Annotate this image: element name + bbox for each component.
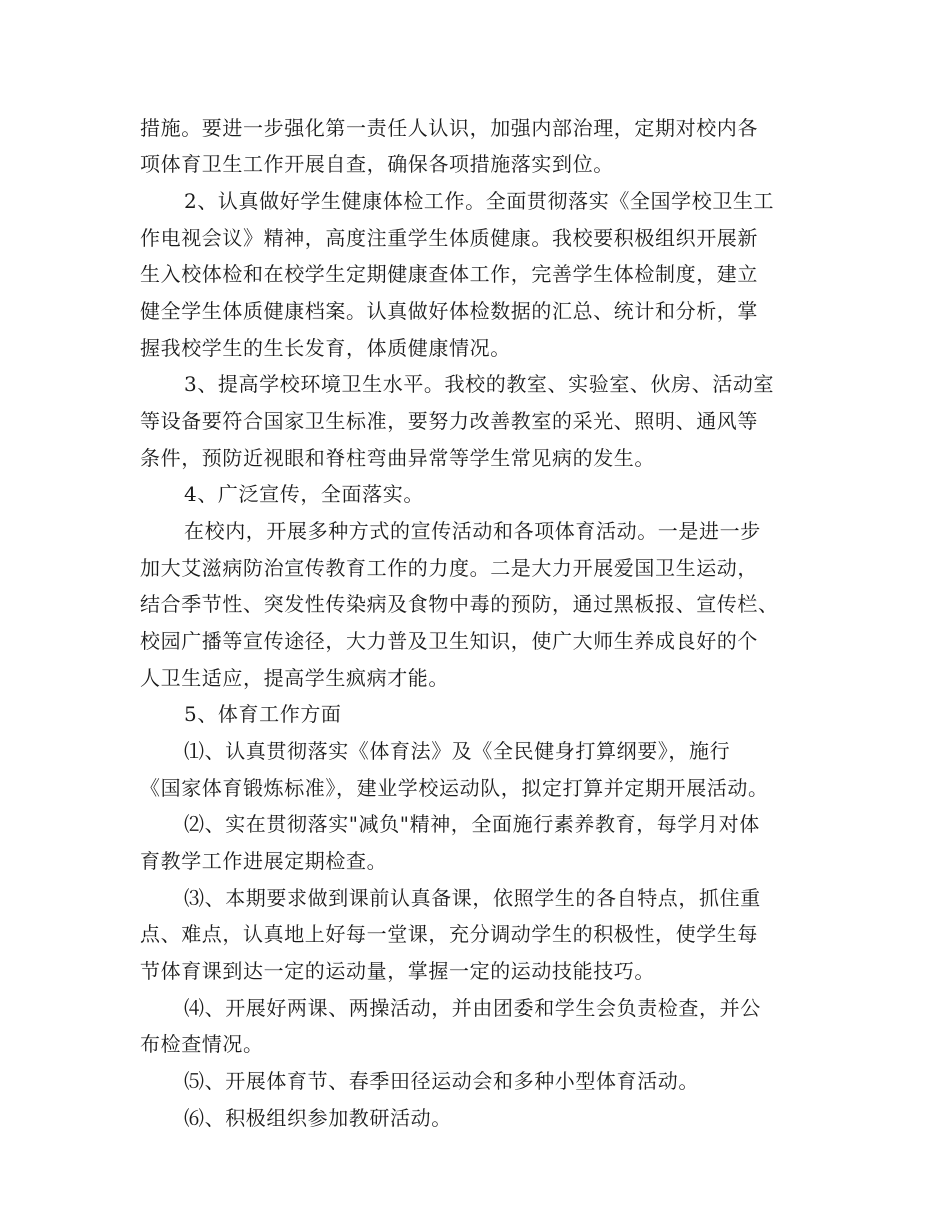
text-line: ⑴、认真贯彻落实《体育法》及《全民健身打算纲要》，施行 (184, 739, 731, 763)
text-line: 4、广泛宣传，全面落实。 (184, 482, 424, 506)
text-line: 结合季节性、突发性传染病及食物中毒的预防，通过黑板报、宣传栏、 (140, 592, 779, 616)
text-line: 项体育卫生工作开展自查，确保各项措施落实到位。 (140, 152, 614, 176)
text-line: ⑵、实在贯彻落实"减负"精神，全面施行素养教育，每学月对体 (184, 812, 760, 836)
text-line: 节体育课到达一定的运动量，掌握一定的运动技能技巧。 (140, 959, 655, 983)
text-line: ⑸、开展体育节、春季田径运动会和多种小型体育活动。 (184, 1069, 699, 1093)
text-line: 加大艾滋病防治宣传教育工作的力度。二是大力开展爱国卫生运动， (140, 556, 758, 580)
text-line: 等设备要符合国家卫生标准，要努力改善教室的采光、照明、通风等 (140, 409, 758, 433)
text-line: 作电视会议》精神，高度注重学生体质健康。我校要积极组织开展新 (140, 226, 758, 250)
text-line: 布检查情况。 (140, 1032, 264, 1056)
text-line: 握我校学生的生长发育，体质健康情况。 (140, 336, 511, 360)
text-line: 生入校体检和在校学生定期健康查体工作，完善学生体检制度，建立 (140, 262, 758, 286)
text-line: 育教学工作进展定期检查。 (140, 849, 388, 873)
text-line: ⑶、本期要求做到课前认真备课，依照学生的各自特点，抓住重 (184, 886, 761, 910)
text-line: ⑹、积极组织参加教研活动。 (184, 1106, 452, 1130)
text-line: 在校内，开展多种方式的宣传活动和各项体育活动。一是进一步 (184, 519, 761, 543)
text-line: ⑷、开展好两课、两操活动，并由团委和学生会负责检查，并公 (184, 996, 761, 1020)
text-line: 3、提高学校环境卫生水平。我校的教室、实验室、伙房、活动室 (184, 372, 775, 396)
text-line: 健全学生体质健康档案。认真做好体检数据的汇总、统计和分析，掌 (140, 299, 758, 323)
text-line: 条件，预防近视眼和脊柱弯曲异常等学生常见病的发生。 (140, 446, 655, 470)
text-line: 校园广播等宣传途径，大力普及卫生知识，使广大师生养成良好的个 (140, 629, 758, 653)
text-line: 措施。要进一步强化第一责任人认识，加强内部治理，定期对校内各 (140, 116, 758, 140)
text-line: 《国家体育锻炼标准》，建业学校运动队，拟定打算并定期开展活动。 (140, 776, 769, 800)
text-line: 点、难点，认真地上好每一堂课，充分调动学生的积极性，使学生每 (140, 922, 758, 946)
text-line: 5、体育工作方面 (184, 702, 342, 726)
text-line: 2、认真做好学生健康体检工作。全面贯彻落实《全国学校卫生工 (184, 189, 775, 213)
text-line: 人卫生适应，提高学生疯病才能。 (140, 666, 449, 690)
